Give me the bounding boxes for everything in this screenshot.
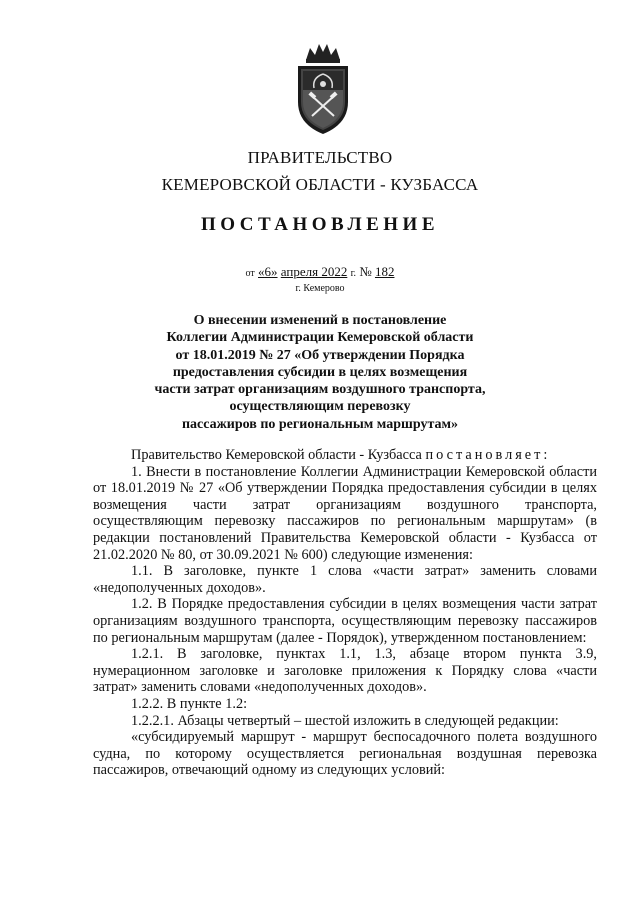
title-line: осуществляющим перевозку [229, 399, 411, 415]
date-close-quote: » [271, 264, 278, 279]
paragraph-1-1: 1.1. В заголовке, пункте 1 слова «части затрат» заменить словами «недополученных доходов». [93, 563, 597, 596]
document-number: 182 [374, 264, 395, 279]
paragraph-1-2-2-1: 1.2.2.1. Абзацы четвертый – шестой изложить в следующей редакции: [131, 712, 559, 729]
title-line: Коллегии Администрации Кемеровской области [166, 330, 474, 346]
paragraph-1-2-1: 1.2.1. В заголовке, пунктах 1.1, 1.3, абзаце втором пункта 3.9, нумерационном заголовке и заголовке приложения к Порядку слова «части затрат» заменить словами «недополученных доходов». [93, 646, 597, 696]
document-city: г. Кемерово [295, 283, 345, 294]
date-open-quote: « [258, 264, 265, 279]
title-line: от 18.01.2019 № 27 «Об утверждении Порядка [175, 347, 465, 363]
intro-resolves: постановляет: [425, 447, 551, 463]
paragraph-1-2-2: 1.2.2. В пункте 1.2: [131, 695, 248, 712]
document-title [120, 312, 520, 433]
date-month-year: апреля 2022 [280, 264, 348, 279]
document-dateline [0, 264, 640, 280]
title-line: О внесении изменений в постановление [193, 313, 447, 328]
paragraph-1: 1. Внести в постановление Коллегии Администрации Кемеровской области от 18.01.2019 № 27 «Об утверждении Порядка предоставления субсидии в целях возмещения части затрат организациям воздушного транспорта, осуществляющим перевозку пассажиров по региональным маршрутам» (в редакции постановлений Правительства Кемеровской области - Кузбасса от 21.02.2020 № 80, от 30.09.2021 № 600) следующие изменения: [93, 463, 597, 563]
paragraph-quote: «субсидируемый маршрут - маршрут беспосадочного полета воздушного судна, по которому осуществляется региональная воздушная перевозка пассажиров, отвечающий одному из следующих условий: [93, 729, 597, 779]
date-year-suffix: г. [350, 268, 357, 279]
date-day: 6 [264, 264, 272, 279]
kuzbass-coat-of-arms-icon [292, 40, 354, 138]
title-line: пассажиров по региональным маршрутам» [181, 416, 459, 432]
intro-text: Правительство Кемеровской области - Кузбасса [131, 447, 426, 463]
government-name-line2: КЕМЕРОВСКОЙ ОБЛАСТИ - КУЗБАССА [161, 175, 479, 194]
government-name-line1: ПРАВИТЕЛЬСТВО [247, 148, 393, 167]
document-body [93, 447, 597, 779]
title-line: части затрат организациям воздушного транспорта, [154, 382, 486, 398]
title-line: предоставления субсидии в целях возмещения [172, 364, 468, 380]
paragraph-1-2: 1.2. В Порядке предоставления субсидии в целях возмещения части затрат организациям воздушного транспорта, осуществляющим перевозку пассажиров по региональным маршрутам (далее - Порядок), утвержденном постановлением: [93, 596, 597, 646]
number-sign: № [359, 264, 372, 279]
document-type-heading: ПОСТАНОВЛЕНИЕ [200, 214, 440, 235]
intro-paragraph [93, 447, 597, 464]
date-prefix: от [245, 268, 255, 279]
